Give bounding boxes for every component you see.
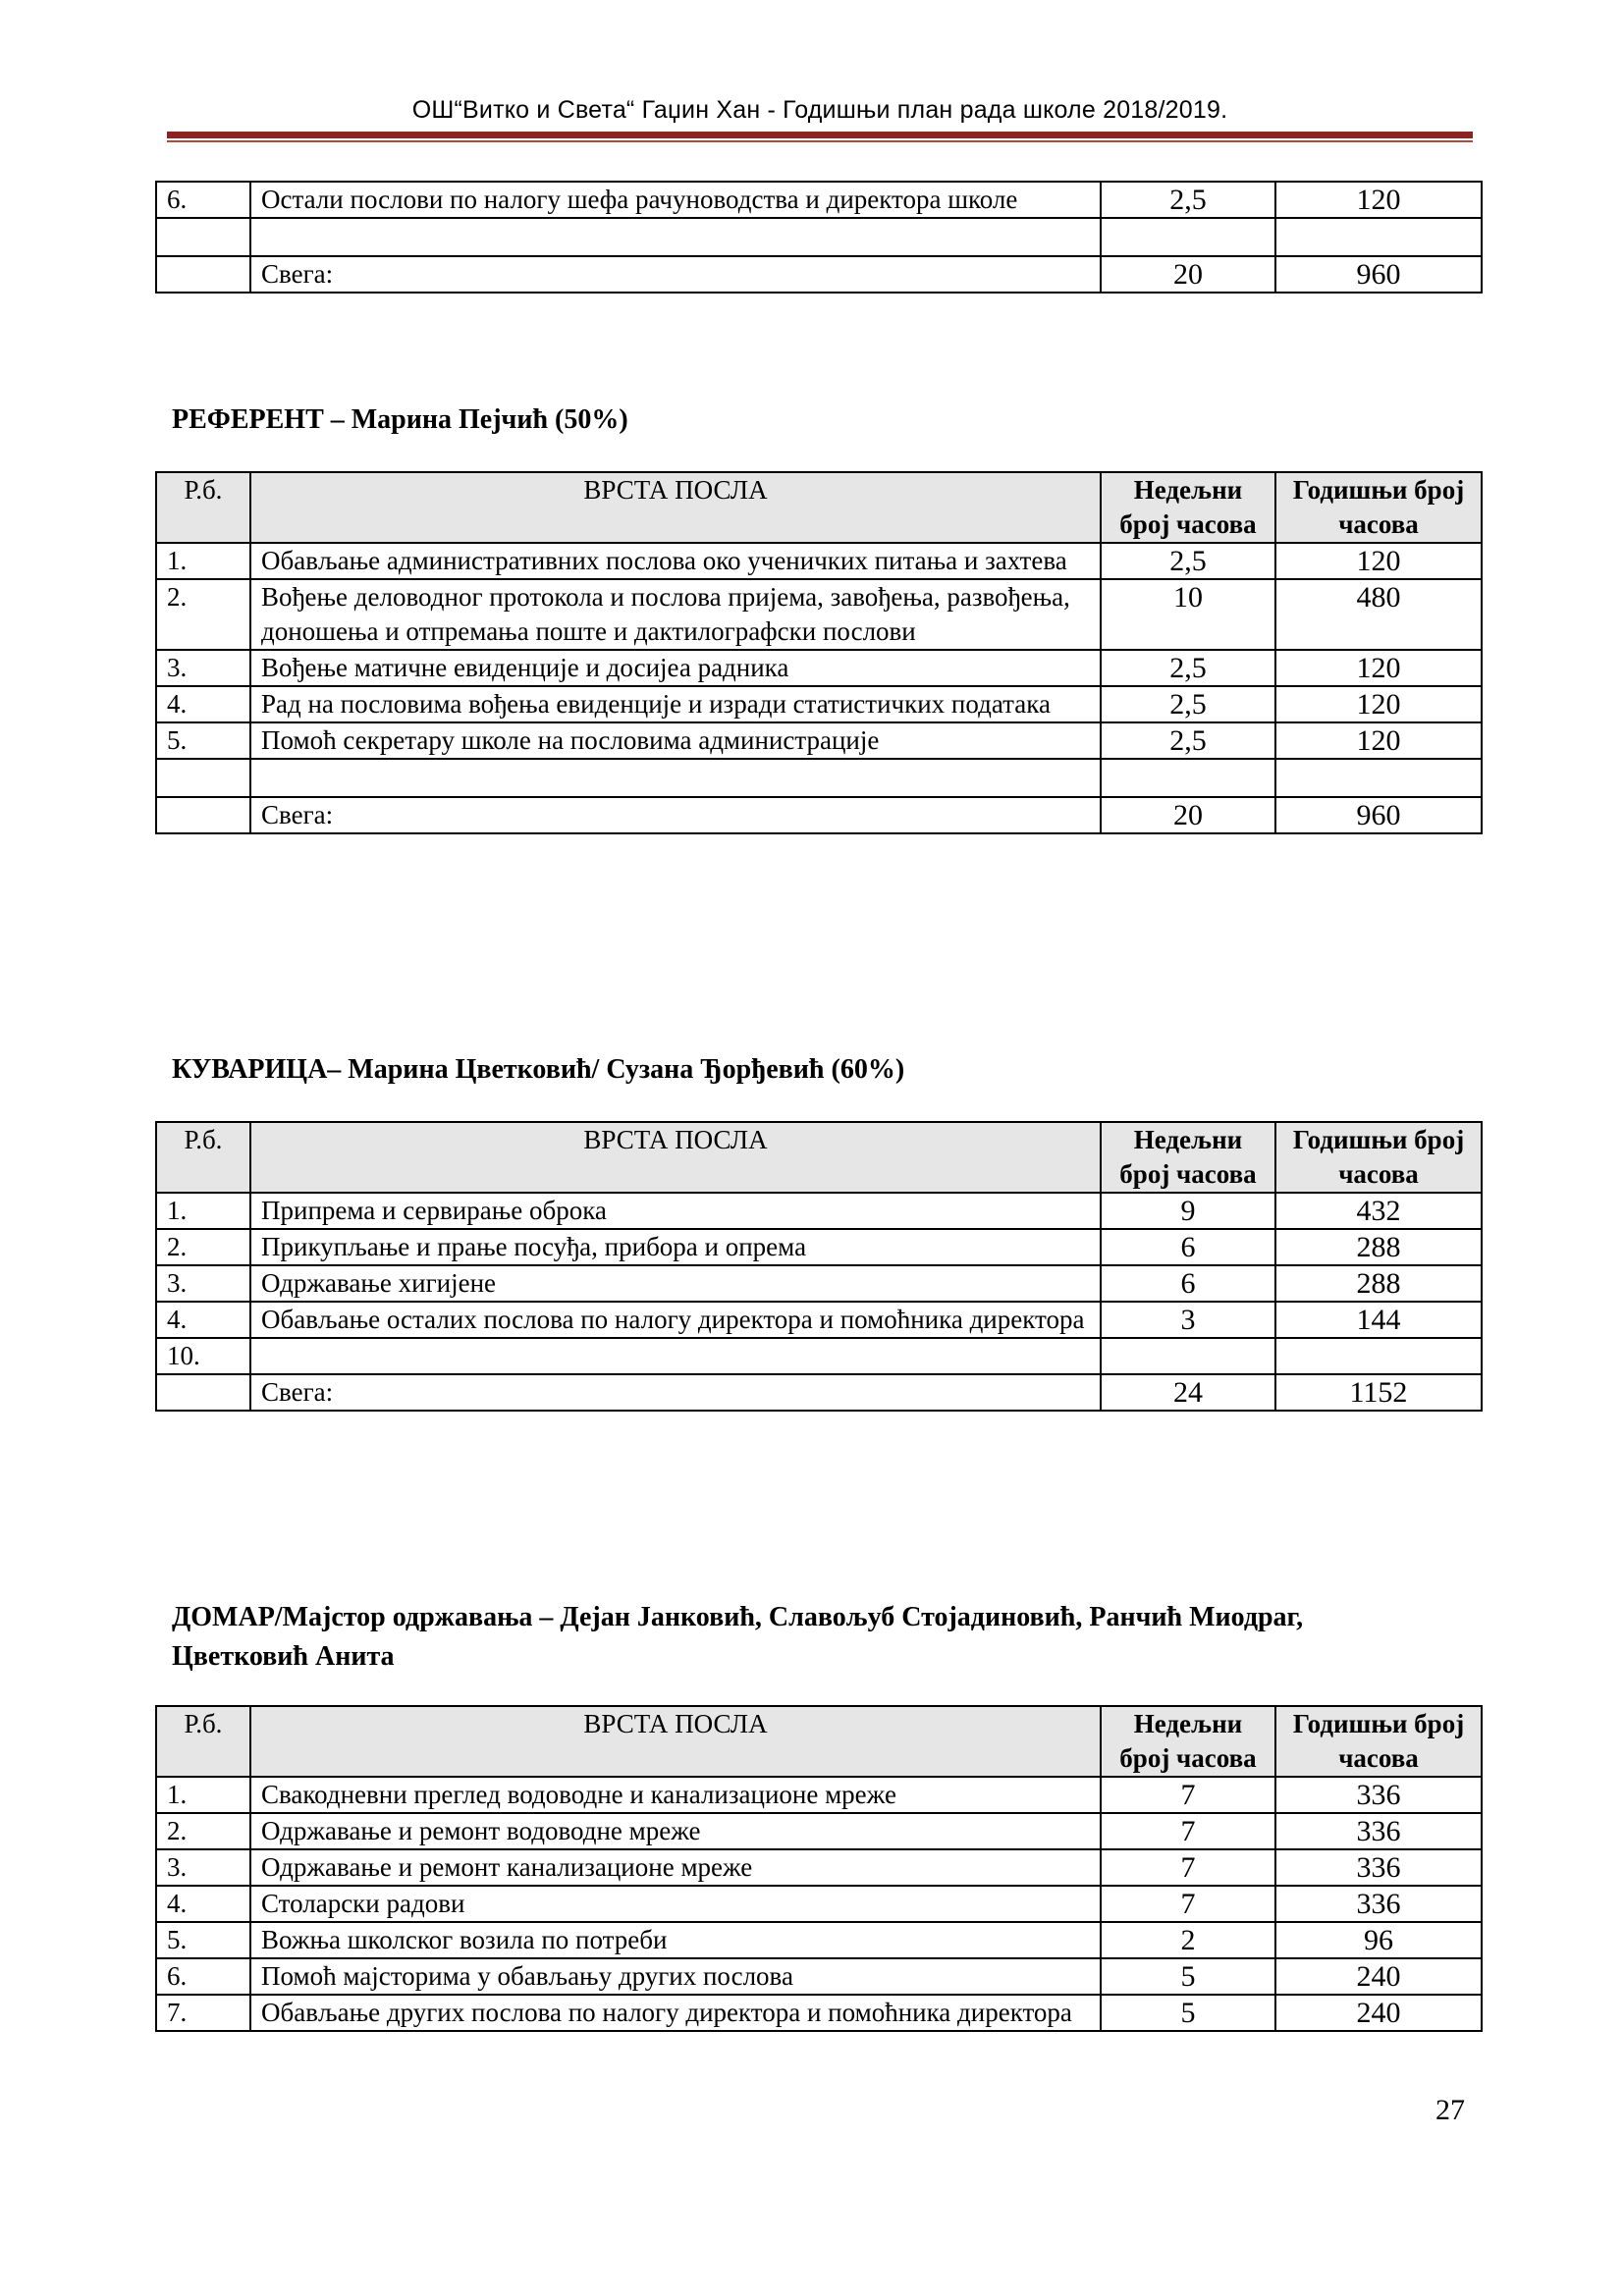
task-description: Вођење деловодног протокола и послова пријема, завођења, развођења, доношења и отпремања поште и дактилографски послови: [250, 579, 1101, 650]
row-index: 1.: [156, 1193, 250, 1229]
task-description: Помоћ мајсторима у обављању других послова: [250, 1958, 1101, 1995]
total-yearly: 960: [1275, 256, 1482, 293]
row-index: 4.: [156, 1302, 250, 1338]
table-row: [156, 579, 1482, 650]
total-label: Свега:: [250, 797, 1101, 833]
weekly-hours: 7: [1101, 1813, 1275, 1849]
yearly-hours: 240: [1275, 1995, 1482, 2031]
task-description: Помоћ секретару школе на пословима администрације: [250, 722, 1101, 759]
section-title-maintenance: [172, 1598, 1303, 1677]
task-description: Обављање других послова по налогу директора и помоћника директора: [250, 1995, 1101, 2031]
task-description: Прикупљање и прање посуђа, прибора и опрема: [250, 1229, 1101, 1265]
table-header-row: [156, 1706, 1482, 1777]
yearly-hours: 144: [1275, 1302, 1482, 1338]
table-row: [156, 1302, 1482, 1338]
col-header-yearly: Годишњи број часова: [1275, 1706, 1482, 1777]
yearly-hours: 120: [1275, 182, 1482, 218]
yearly-hours: 432: [1275, 1193, 1482, 1229]
accounting-tasks-table-continued: [155, 181, 1483, 294]
row-index: 6.: [156, 182, 250, 218]
row-index: 10.: [156, 1338, 250, 1374]
col-header-weekly: Недељни број часова: [1101, 472, 1275, 543]
weekly-hours: 2,5: [1101, 543, 1275, 579]
table-row: [156, 1922, 1482, 1958]
table-row: [156, 1886, 1482, 1922]
yearly-hours: 96: [1275, 1922, 1482, 1958]
empty-row: [156, 759, 1482, 797]
yearly-hours: 336: [1275, 1886, 1482, 1922]
total-yearly: 960: [1275, 797, 1482, 833]
table-row: [156, 1338, 1482, 1374]
table-header-row: [156, 472, 1482, 543]
yearly-hours: 120: [1275, 650, 1482, 686]
row-index: 4.: [156, 686, 250, 722]
yearly-hours: 480: [1275, 579, 1482, 650]
row-index: 3.: [156, 1265, 250, 1302]
table-row: [156, 1193, 1482, 1229]
task-description: Одржавање хигијене: [250, 1265, 1101, 1302]
task-description: Вођење матичне евиденције и досијеа радника: [250, 650, 1101, 686]
yearly-hours: 288: [1275, 1229, 1482, 1265]
col-header-rb: Р.б.: [156, 472, 250, 543]
yearly-hours: 336: [1275, 1813, 1482, 1849]
cook-tasks-table: [155, 1121, 1483, 1412]
row-index: 1.: [156, 543, 250, 579]
yearly-hours: 120: [1275, 686, 1482, 722]
table-row: [156, 1229, 1482, 1265]
weekly-hours: 6: [1101, 1229, 1275, 1265]
table-row: [156, 1849, 1482, 1886]
col-header-weekly: Недељни број часова: [1101, 1706, 1275, 1777]
table-row: [156, 650, 1482, 686]
weekly-hours: 7: [1101, 1777, 1275, 1813]
col-header-type: ВРСТА ПОСЛА: [250, 1706, 1101, 1777]
task-description: Одржавање и ремонт водоводне мреже: [250, 1813, 1101, 1849]
header-divider-thin: [167, 140, 1473, 142]
referent-tasks-table: [155, 471, 1483, 834]
task-description: Столарски радови: [250, 1886, 1101, 1922]
total-weekly: 24: [1101, 1374, 1275, 1411]
task-description: Одржавање и ремонт канализационе мреже: [250, 1849, 1101, 1886]
weekly-hours: 6: [1101, 1265, 1275, 1302]
total-label: Свега:: [250, 256, 1101, 293]
row-index: 2.: [156, 1813, 250, 1849]
weekly-hours: 5: [1101, 1995, 1275, 2031]
total-weekly: 20: [1101, 256, 1275, 293]
weekly-hours: 7: [1101, 1886, 1275, 1922]
task-description: Свакодневни преглед водоводне и канализационе мреже: [250, 1777, 1101, 1813]
row-index: 3.: [156, 650, 250, 686]
yearly-hours: 120: [1275, 543, 1482, 579]
task-description: Рад на пословима вођења евиденције и изради статистичких података: [250, 686, 1101, 722]
row-index: 1.: [156, 1777, 250, 1813]
task-description: Вожња школског возила по потреби: [250, 1922, 1101, 1958]
weekly-hours: 2: [1101, 1922, 1275, 1958]
total-row: [156, 797, 1482, 833]
weekly-hours: 7: [1101, 1849, 1275, 1886]
table-row: [156, 543, 1482, 579]
total-weekly: 20: [1101, 797, 1275, 833]
col-header-rb: Р.б.: [156, 1706, 250, 1777]
weekly-hours: 2,5: [1101, 182, 1275, 218]
maintenance-tasks-table: [155, 1705, 1483, 2032]
total-yearly: 1152: [1275, 1374, 1482, 1411]
row-index: 3.: [156, 1849, 250, 1886]
section-title-line: ДОМАР/Мајстор одржавања – Дејан Јанковић, Славољуб Стојадиновић, Ранчић Миодраг,: [172, 1602, 1304, 1632]
table-header-row: [156, 1122, 1482, 1193]
row-index: 2.: [156, 1229, 250, 1265]
table-row: [156, 686, 1482, 722]
task-description: Обављање осталих послова по налогу директора и помоћника директора: [250, 1302, 1101, 1338]
table-row: [156, 722, 1482, 759]
page-header-title: ОШ“Витко и Света“ Гаџин Хан - Годишњи план рада школе 2018/2019.: [411, 96, 1228, 124]
yearly-hours: 336: [1275, 1849, 1482, 1886]
section-title-cook: КУВАРИЦА– Марина Цветковић/ Сузана Ђорђевић (60%): [172, 1054, 905, 1085]
task-description: Остали послови по налогу шефа рачуноводства и директора школе: [250, 182, 1101, 218]
col-header-weekly: Недељни број часова: [1101, 1122, 1275, 1193]
total-row: [156, 1374, 1482, 1411]
col-header-yearly: Годишњи број часова: [1275, 1122, 1482, 1193]
weekly-hours: 5: [1101, 1958, 1275, 1995]
col-header-type: ВРСТА ПОСЛА: [250, 1122, 1101, 1193]
row-index: 5.: [156, 722, 250, 759]
weekly-hours: 10: [1101, 579, 1275, 650]
table-row: [156, 1777, 1482, 1813]
header-divider: [167, 132, 1473, 138]
col-header-yearly: Годишњи број часова: [1275, 472, 1482, 543]
yearly-hours: 288: [1275, 1265, 1482, 1302]
table-row: [156, 1813, 1482, 1849]
weekly-hours: 2,5: [1101, 722, 1275, 759]
weekly-hours: 2,5: [1101, 686, 1275, 722]
table-row: [156, 1995, 1482, 2031]
row-index: 2.: [156, 579, 250, 650]
weekly-hours: 2,5: [1101, 650, 1275, 686]
weekly-hours: 3: [1101, 1302, 1275, 1338]
row-index: 7.: [156, 1995, 250, 2031]
table-row: [156, 1265, 1482, 1302]
yearly-hours: 336: [1275, 1777, 1482, 1813]
yearly-hours: 240: [1275, 1958, 1482, 1995]
section-title-referent: РЕФЕРЕНТ – Марина Пејчић (50%): [172, 404, 628, 435]
task-description: Обављање административних послова око ученичких питања и захтева: [250, 543, 1101, 579]
yearly-hours: 120: [1275, 722, 1482, 759]
row-index: 4.: [156, 1886, 250, 1922]
total-row: [156, 256, 1482, 293]
task-description: Припрема и сервирање оброка: [250, 1193, 1101, 1229]
total-label: Свега:: [250, 1374, 1101, 1411]
table-row: [156, 182, 1482, 218]
row-index: 5.: [156, 1922, 250, 1958]
weekly-hours: 9: [1101, 1193, 1275, 1229]
row-index: 6.: [156, 1958, 250, 1995]
section-title-line: Цветковић Анита: [172, 1641, 395, 1672]
page-number: 27: [1435, 2094, 1465, 2126]
col-header-type: ВРСТА ПОСЛА: [250, 472, 1101, 543]
empty-row: [156, 218, 1482, 256]
col-header-rb: Р.б.: [156, 1122, 250, 1193]
table-row: [156, 1958, 1482, 1995]
